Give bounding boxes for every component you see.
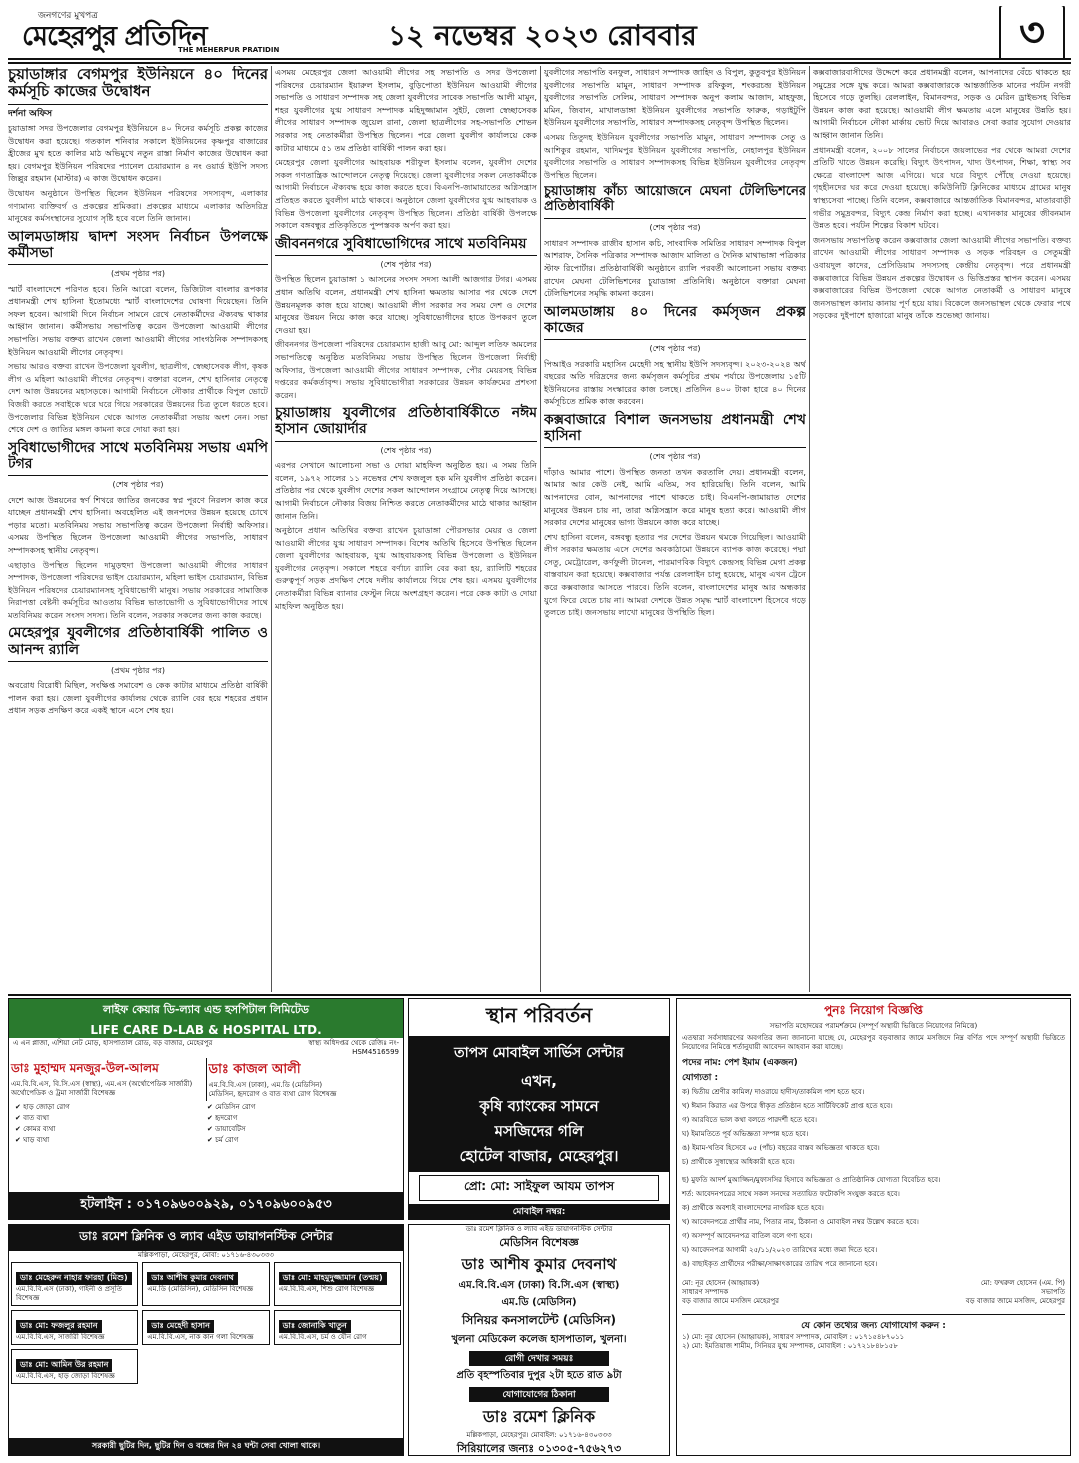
ashish-contact-label: যোগাযোগের ঠিকানা: [469, 1387, 609, 1402]
article-col4-top: কক্সবাজারবাসীদের উদ্দেশে করে প্রধানমন্ত্রী বলেন, আপনাদের বেঁচে থাকতে হয় সমুদ্রের সঙ্গে যুদ্ধ করে। আমরা কক্সবাজারকে আন্তর্জাতিক মানের পর্যটন নগরী হিসেবে গড়ে তুলছি। রেললাইন, বিমানবন্দর, সড়ক ও মেরিন ড্রাইভসহ বিভিন্ন উন্নয়ন কাজ করা হয়েছে। আওয়ামী লীগ ক্ষমতায় এলে মানুষের উন্নতি হয়। আগামী নির্বাচনে নৌকা মার্কায় ভোট দিয়ে আবারও সেবা করার সুযোগ দেওয়ার আহ্বান জানান তিনি।: [813, 67, 1071, 140]
lifecare-title-bn: লাইফ কেয়ার ডি-ল্যাব এন্ড হসপিটাল লিমিটেড: [9, 999, 403, 1022]
headline-begampur: চুয়াডাঙ্গার বেগমপুর ইউনিয়নে ৪০ দিনের কর্মসূচি কাজের উদ্বোধন: [8, 66, 268, 105]
article-alamdanga-40: পিআইও সরকারি মহাসিন মেহেদী সহ স্থানীয় ইউপি সদস্যবৃন্দ। ২০২৩-২০২৪ অর্থ বছরের অতি দরিদ্রদের জন্য কর্মসৃজন কর্মসূচির প্রথম পর্যায়ে উপজেলায় ১৫টি ইউনিয়নের রাস্তায় সংস্কারের কাজ চলছে। প্রতিদিন ৪০০ টাকা হারে ৪০ দিনের কর্মসূচিতে শ্রমিক কাজ করবেন।: [544, 358, 806, 407]
ad-ramesh-clinic: ডাঃ রমেশ ক্লিনিক ও ল্যাব এইড ডায়াগনস্টিক সেন্টার মল্লিকপাড়া, মেহেরপুর, মোবা: ০১৭১৬-৪৩০৩৩৩ ডাঃ মেহেরুন নাহার ফারহা (মিশু) এম.বি.বি.এস (ঢাকা), গাইনী ও প্রসূতি বিশেষজ্ঞ ডাঃ আশীষ কুমার দেবনাথ এম.ডি (মেডিসিন), মেডিসিন বিশেষজ্ঞ ডাঃ মো: মাহমুদুজ্জামান (তন্ময়) এম.বি.বি.এস, শিশু রোগ বিশেষজ্ঞ ডাঃ মো: ফজলুর রহমান এম.বি.বি.এস, সার্জারী বিশেষজ্ঞ ডাঃ মেহেদী হাসান এম.বি.বি.এস, নাক কান গলা বিশেষজ্ঞ ডাঃ জোনাকি খাতুন এম.বি.বি.এস, চর্ম ও যৌন রোগ ডাঃ মো: আমিন উর রহমান এম.বি.বি.এস, হাড় জোড়া বিশেষজ্ঞ সরকারী ছুটির দিন, ছুটির দিন ও বন্ধের দিন ২৪ ঘন্টা সেবা খোলা থাকে।: [8, 1224, 404, 1456]
ashish-time: প্রতি বৃহস্পতিবার দুপুর ২টা হতে রাত ৯টা: [456, 1370, 622, 1381]
headline-jubo-meherpur: মেহেরপুর যুবলীগের প্রতিষ্ঠাবার্ষিকী পালিত ও আনন্দ র‍্যালি: [8, 625, 268, 661]
ashish-address: মল্লিকপাড়া, মেহেরপুর। মোবাইল: ০১৭১৬-৪৩০৩৩৩: [466, 1431, 612, 1439]
sthan-headline: স্থান পরিবর্তন: [409, 999, 669, 1038]
ads-rule: [8, 994, 1071, 996]
article-subidha-mp: দেশে আজ উন্নয়নের স্বর্ণ শিখরে জাতির জনকের স্বপ্ন পূরণে নিরলস কাজ করে যাচ্ছেন প্রধানমন্ত্রী শেখ হাসিনা। অবহেলিত এই জনপদের উন্নয়ন হয়েছে চোখে পড়ার মতো। মতবিনিময় সভায় সভাপতিত্ব করেন উপজেলা নির্বাহী অফিসার। এসময় উপস্থিত ছিলেন উপজেলা আওয়ামী লীগের সভাপতি, সাধারণ সম্পাদকসহ স্থানীয় নেতৃবৃন্দ।: [8, 494, 268, 555]
article-begampur: চুয়াডাঙ্গা সদর উপজেলার বেগমপুর ইউনিয়নে ৪০ দিনের কর্মসূচি প্রকল্প কাজের উদ্বোধন করা হয়েছে। গতকাল শনিবার সকালে ইউনিয়নের কৃষ্ণপুর বাজারের হ্রীজের মুখ হতে কালির মাঠ অভিমুখে নতুন রাস্তা নির্মাণ কাজের উদ্বোধন করা হয়। বেগমপুর ইউনিয়ন পরিষদের প্যানেল চেয়ারম্যান ৪ নং ওয়ার্ড ইউপি সদস্য জিল্লুর রহমান (মাস্টার) এ কাজ উদ্বোধন করেন।: [8, 123, 268, 184]
sthan-line-3: মসজিদের গলি: [494, 1122, 584, 1140]
ramesh-headline: ডাঃ রমেশ ক্লিনিক ও ল্যাব এইড ডায়াগনস্টিক সেন্টার: [9, 1225, 403, 1251]
continued-jubo-chuadanga: (শেষ পৃষ্ঠার পর): [380, 445, 432, 455]
column-4: কক্সবাজারবাসীদের উদ্দেশে করে প্রধানমন্ত্রী বলেন, আপনাদের বেঁচে থাকতে হয় সমুদ্রের সঙ্গে যুদ্ধ করে। আমরা কক্সবাজারকে আন্তর্জাতিক মানের পর্যটন নগরী হিসেবে গড়ে তুলছি। রেললাইন, বিমানবন্দর, সড়ক ও মেরিন ড্রাইভসহ বিভিন্ন উন্নয়ন কাজ করা হয়েছে। আওয়ামী লীগ ক্ষমতায় এলে মানুষের উন্নতি হয়। আগামী নির্বাচনে নৌকা মার্কায় ভোট দিয়ে আবারও সেবা করার সুযোগ দেওয়ার আহ্বান জানান তিনি। প্রধানমন্ত্রী বলেন, ২০০৮ সালের নির্বাচনে জয়লাভের পর থেকে আমরা দেশের প্রতিটি খাতে উন্নয়ন করেছি। বিদ্যুৎ উৎপাদন, খাদ্য উৎপাদন, শিক্ষা, স্বাস্থ্য সব ক্ষেত্রে বাংলাদেশ আজ এগিয়ে। ঘরে ঘরে বিদ্যুৎ পৌঁছে দেওয়া হয়েছে। গৃহহীনদের ঘর করে দেওয়া হয়েছে। কমিউনিটি ক্লিনিকের মাধ্যমে গ্রামের মানুষ স্বাস্থ্যসেবা পাচ্ছে। তিনি বলেন, কক্সবাজারে আন্তর্জাতিক বিমানবন্দর, মাতারবাড়ী গভীর সমুদ্রবন্দর, বিদ্যুৎ কেন্দ্র নির্মাণ করা হচ্ছে। এখানকার মানুষের জীবনমান উন্নত হবে। পর্যটন শিল্পের বিকাশ ঘটবে। জনসভায় সভাপতিত্ব করেন কক্সবাজার জেলা আওয়ামী লীগের সভাপতি। বক্তব্য রাখেন আওয়ামী লীগের সাধারণ সম্পাদক ও সড়ক পরিবহন ও সেতুমন্ত্রী ওবায়দুল কাদের, প্রেসিডিয়াম সদস্যসহ কেন্দ্রীয় নেতৃবৃন্দ। পরে প্রধানমন্ত্রী কক্সবাজারে বিভিন্ন উন্নয়ন প্রকল্পের উদ্বোধন ও ভিত্তিপ্রস্তর স্থাপন করেন। এসময় কক্সবাজারের বিভিন্ন উপজেলা থেকে আগত নেতাকর্মী ও সাধারণ মানুষে জনসভাস্থল কানায় কানায় পূর্ণ হয়ে যায়। বিকেলে জনসভাস্থল থেকে ফেরার পথে সড়কের দুইপাশে হাজারো মানুষ তাঁকে শুভেচ্ছা জানায়।: [813, 67, 1071, 321]
column-divider: [271, 66, 272, 992]
ramesh-doctor: ডাঃ আশীষ কুমার দেবনাথ: [147, 1272, 238, 1285]
headline-coxsbazar: কক্সবাজারে বিশাল জনসভায় প্রধানমন্ত্রী শেখ হাসিনা: [544, 412, 806, 448]
newspaper-logo-english: THE MEHERPUR PRATIDIN: [178, 46, 280, 54]
ashish-degree-2: এম.ডি (মেডিসিন): [501, 1297, 577, 1308]
ashish-post: সিনিয়র কনসালটেন্ট (মেডিসিন): [462, 1313, 616, 1327]
niyog-req: ঘ) ইমামতিতে পূর্ব অভিজ্ঞতা সম্পন্ন হতে হবে।: [682, 1130, 809, 1138]
niyog-req: ঙ) ইমাম-খতিব হিসেবে ০৫ (পাঁচ) বছরের বাস্তব অভিজ্ঞতা থাকতে হবে।: [682, 1144, 880, 1152]
ashish-hospital: খুলনা মেডিকেল কলেজ হাসপাতাল, খুলনা।: [451, 1334, 627, 1345]
sthan-line-1: এখন,: [521, 1072, 557, 1090]
headline-jubo-chuadanga: চুয়াডাঙ্গায় যুবলীগের প্রতিষ্ঠাবার্ষিকীতে নঈম হাসান জোয়ার্দার: [275, 405, 537, 441]
ramesh-doctor: ডাঃ মো: মাহমুদুজ্জামান (তন্ময়): [279, 1272, 387, 1285]
niyog-req: খ) ঈমান কিরাত এর উপরে স্বীকৃত প্রতিষ্ঠান হতে সার্টিফিকেট প্রাপ্ত হতে হবে।: [682, 1102, 893, 1110]
ashish-time-label: রোগী দেখার সময়ঃ: [469, 1351, 609, 1366]
ramesh-footer: সরকারী ছুটির দিন, ছুটির দিন ও বন্ধের দিন ২৪ ঘন্টা সেবা খোলা থাকে।: [9, 1438, 403, 1455]
ramesh-doctor: ডাঃ মেহেরুন নাহার ফারহা (মিশু): [16, 1272, 132, 1285]
column-2: এসময় মেহেরপুর জেলা আওয়ামী লীগের সহ সভাপতি ও সদর উপজেলা পরিষদের চেয়ারম্যান ইয়ারুল ইসলাম, বুড়িপোতা ইউনিয়ন আওয়ামী লীগের সভাপতি ও সাধারণ সম্পাদক সহ জেলা যুবলীগের সাবেক সভাপতি আলী মামুন, শহর যুবলীগের যুগ্ম সাধারণ সম্পাদক মহিদুজ্জামান সুইট, জেলা স্বেচ্ছাসেবক লীগের সাধারণ সম্পাদক জুয়েল রানা, জেলা ছাত্রলীগের সহ-সভাপতি শোভন সরকার সহ নেতাকর্মীরা উপস্থিত ছিলেন। পরে জেলা যুবলীগ কার্যালয়ে কেক কাটার মাধ্যমে ৫১ তম প্রতিষ্ঠা বার্ষিকী পালন করা হয়। মেহেরপুর জেলা যুবলীগের আহবায়ক শরীফুল ইসলাম বলেন, যুবলীগ দেশের সকল গণতান্ত্রিক আন্দোলনে নেতৃত্ব দিয়েছে। জেলা যুবলীগের সকল নেতাকর্মীকে আগামী নির্বাচনে ঐক্যবদ্ধ হয়ে কাজ করতে হবে। বিএনপি-জামায়াতের অগ্নিসন্ত্রাস প্রতিহত করতে যুবলীগ মাঠে থাকবে। অনুষ্ঠানে জেলা যুবলীগের যুগ্ম আহবায়ক ও বিভিন্ন উপজেলা যুবলীগের নেতৃবৃন্দ উপস্থিত ছিলেন। প্রতিষ্ঠা বার্ষিকী উপলক্ষে সকালে বঙ্গবন্ধুর প্রতিকৃতিতে পুষ্পস্তবক অর্পণ করা হয়। জীবননগরে সুবিধাভোগিদের সাথে মতবিনিময় (শেষ পৃষ্ঠার পর) উপস্থিত ছিলেন চুয়াডাঙ্গা ১ আসনের সংসদ সদস্য আলী আজগার টগর। এসময় প্রধান অতিথি বলেন, প্রধানমন্ত্রী শেখ হাসিনা ক্ষমতায় আসার পর থেকে দেশে উন্নয়নমূলক কাজ হয়ে যাচ্ছে। আওয়ামী লীগ সরকার সব সময় দেশ ও দেশের মানুষের উন্নয়ন নিয়ে কাজ করে যাচ্ছে। সুবিধাভোগীদের হাতে উপকরণ তুলে দেওয়া হয়। জীবননগর উপজেলা পরিষদের চেয়ারম্যান হাজী আবু মো: আব্দুল লতিফ অমলের সভাপতিত্বে অনুষ্ঠিত মতবিনিময় সভায় উপস্থিত ছিলেন উপজেলা নির্বাহী অফিসার, উপজেলা আওয়ামী লীগের সাধারণ সম্পাদক, পৌর মেয়রসহ বিভিন্ন দপ্তরের কর্মকর্তাবৃন্দ। সভায় সুবিধাভোগীরা সরকারের উন্নয়ন কার্যক্রমের প্রশংসা করেন। চুয়াডাঙ্গায় যুবলীগের প্রতিষ্ঠাবার্ষিকীতে নঈম হাসান জোয়ার্দার (শেষ পৃষ্ঠার পর) এরপর সেখানে আলোচনা সভা ও দোয়া মাহফিল অনুষ্ঠিত হয়। এ সময় তিনি বলেন, ১৯৭২ সালের ১১ নভেম্বর শেখ ফজলুল হক মনি যুবলীগ প্রতিষ্ঠা করেন। প্রতিষ্ঠার পর থেকে যুবলীগ দেশের সকল আন্দোলন সংগ্রামে নেতৃত্ব দিয়ে আসছে। আগামী নির্বাচনে নৌকার বিজয় নিশ্চিত করতে নেতাকর্মীদের মাঠে থাকার আহ্বান জানান তিনি। অনুষ্ঠানে প্রধান অতিথির বক্তব্য রাখেন চুয়াডাঙ্গা পৌরসভার মেয়র ও জেলা আওয়ামী লীগের যুগ্ম সাধারণ সম্পাদক। বিশেষ অতিথি হিসেবে উপস্থিত ছিলেন জেলা যুবলীগের আহবায়ক, যুগ্ম আহবায়কসহ বিভিন্ন উপজেলা ও ইউনিয়ন যুবলীগের নেতৃবৃন্দ। সকালে শহরে বর্ণাঢ্য র‍্যালি বের করা হয়, র‍্যালিটি শহরের গুরুত্বপূর্ণ সড়ক প্রদক্ষিণ শেষে দলীয় কার্যালয়ে গিয়ে শেষ হয়। এসময় যুবলীগের নেতাকর্মীরা বিভিন্ন ব্যানার ফেস্টুন নিয়ে অংশগ্রহণ করেন। পরে কেক কাটা ও দোয়া মাহফিল অনুষ্ঠিত হয়।: [275, 67, 537, 611]
sthan-proprietor: প্রো: মো: সাইফুল আযম তাপস: [419, 1175, 659, 1201]
sthan-shop-name: তাপস মোবাইল সার্ভিস সেন্টার: [409, 1038, 669, 1068]
niyog-req-label: যোগ্যতা :: [682, 1073, 719, 1083]
article-alamdanga-election: স্মার্ট বাংলাদেশে পরিণত হবে। তিনি আরো বলেন, ডিজিটাল বাংলার রূপকার প্রধানমন্ত্রী শেখ হাসিনা ইতোমধ্যে স্মার্ট বাংলাদেশের ঘোষণা দিয়েছেন। তিনি সফল হবেন। আগামী দিনে নির্বাচন সামনে রেখে নেতাকর্মীদের ঐক্যবদ্ধ থাকার আহ্বান জানান। কর্মীসভায় সভাপতিত্ব করেন উপজেলা আওয়ামী লীগের সভাপতি। সভায় বক্তব্য রাখেন জেলা আওয়ামী লীগের সাংগঠনিক সম্পাদকসহ ইউনিয়ন আওয়ামী লীগের নেতৃবৃন্দ।: [8, 283, 268, 357]
niyog-sub: সভাপতি মহোদয়ের পরামর্শক্রমে (সম্পূর্ণ অস্থায়ী ভিত্তিতে নিয়োগের নিমিত্তে): [769, 1022, 978, 1030]
ad-lifecare: লাইফ কেয়ার ডি-ল্যাব এন্ড হসপিটাল লিমিটেড LIFE CARE D-LAB & HOSPITAL LTD. এ এন প্লাজা, এশিয়া নেট মোড়, হাসপাতাল রোড, বড় বাজার, মেহেরপুর স্বাস্থ্য অধিদপ্তর থেকে রেজিঃ নং- HSM4516599 ডাঃ মুহাম্মদ মনজুর-উল-আলম এম.বি.বি.এস, বি.সি.এস (স্বাস্থ্য), এম.এস (অর্থোপেডিক সার্জারী) অর্থোপেডিক ও ট্রমা সার্জারী বিশেষজ্ঞ ডাঃ কাজল আলী এম.বি.বি.এস (ঢাকা), এম.ডি (মেডিসিন) মেডিসিন, হৃদরোগ ও বাত ব্যথা রোগ বিশেষজ্ঞ ✔ হাড় জোড়া রোগ ✔ মেডিসিন রোগ ✔ বাত ব্যথা ✔ হৃদরোগ ✔ কোমর ব্যথা ✔ ডায়াবেটিস ✔ ঘাড় ব্যথা ✔ চর্ম রোগ হটলাইন : ০১৭০৯৬০০৯২৯, ০১৭০৯৬০০৯৫৩: [8, 998, 404, 1220]
masthead-rule: [8, 62, 1071, 64]
continued-kachi: (শেষ পৃষ্ঠার পর): [649, 223, 701, 233]
headline-alamdanga-40: আলমডাঙ্গায় ৪০ দিনের কর্মসৃজন প্রকল্প কাজের: [544, 304, 806, 340]
tagline: জনগণের মুখপত্র: [38, 11, 98, 21]
article-col2-top: এসময় মেহেরপুর জেলা আওয়ামী লীগের সহ সভাপতি ও সদর উপজেলা পরিষদের চেয়ারম্যান ইয়ারুল ইসলাম, বুড়িপোতা ইউনিয়ন আওয়ামী লীগের সভাপতি ও সাধারণ সম্পাদক সহ জেলা যুবলীগের সাবেক সভাপতি আলী মামুন, শহর যুবলীগের যুগ্ম সাধারণ সম্পাদক মহিদুজ্জামান সুইট, জেলা স্বেচ্ছাসেবক লীগের সাধারণ সম্পাদক জুয়েল রানা, জেলা ছাত্রলীগের সহ-সভাপতি শোভন সরকার সহ নেতাকর্মীরা উপস্থিত ছিলেন। পরে জেলা যুবলীগ কার্যালয়ে কেক কাটার মাধ্যমে ৫১ তম প্রতিষ্ঠা বার্ষিকী পালন করা হয়।: [275, 67, 537, 153]
article-kachi: সাধারণ সম্পাদক রাজীব হাসান কচি, সাংবাদিক সমিতির সাধারণ সম্পাদক বিপুল আশরাফ, সৈনিক পত্রিকার সম্পাদক আজাদ মালিতা ও দৈনিক মাথাভাঙ্গা পত্রিকার স্টাফ রিপোর্টার। প্রতিষ্ঠাবার্ষিকী অনুষ্ঠানে র‍্যালি পরবর্তী আলোচনা সভায় বক্তব্য রাখেন মেঘনা টেলিভিশনের চুয়াডাঙ্গা প্রতিনিধি। অনুষ্ঠানে বক্তারা মেঘনা টেলিভিশনের সমৃদ্ধি কামনা করেন।: [544, 237, 806, 299]
ramesh-doctor: ডাঃ মো: ফজলুর রহমান: [16, 1320, 102, 1333]
headline-kachi: চুয়াডাঙ্গায় কাঁচ্য আয়োজনে মেঘনা টেলিভিশনের প্রতিষ্ঠাবার্ষিকী: [544, 185, 806, 219]
article-jubo-chuadanga: এরপর সেখানে আলোচনা সভা ও দোয়া মাহফিল অনুষ্ঠিত হয়। এ সময় তিনি বলেন, ১৯৭২ সালের ১১ নভেম্বর শেখ ফজলুল হক মনি যুবলীগ প্রতিষ্ঠা করেন। প্রতিষ্ঠার পর থেকে যুবলীগ দেশের সকল আন্দোলন সংগ্রামে নেতৃত্ব দিয়ে আসছে। আগামী নির্বাচনে নৌকার বিজয় নিশ্চিত করতে নেতাকর্মীদের মাঠে থাকার আহ্বান জানান তিনি।: [275, 460, 537, 521]
lifecare-address: এ এন প্লাজা, এশিয়া নেট মোড়, হাসপাতাল রোড, বড় বাজার, মেহেরপুর: [13, 1039, 213, 1047]
ashish-clinic-top: ডাঃ রমেশ ক্লিনিক ও ল্যাব এইড ডায়াগনস্টিক সেন্টার: [465, 1225, 613, 1233]
lifecare-license: স্বাস্থ্য অধিদপ্তর থেকে রেজিঃ নং- HSM4516599: [308, 1039, 399, 1056]
page-number: ৩: [999, 6, 1065, 60]
ashish-name: ডাঃ আশীষ কুমার দেবনাথ: [461, 1255, 617, 1273]
ashish-clinic: ডাঃ রমেশ ক্লিনিক: [482, 1407, 596, 1426]
niyog-req: গ) আরবিতে ভাল কথা বলতে পারদর্শী হতে হবে।: [682, 1116, 818, 1124]
continued-jibannagar: (শেষ পৃষ্ঠার পর): [380, 259, 432, 269]
continued-coxsbazar: (শেষ পৃষ্ঠার পর): [649, 452, 701, 462]
lifecare-title-en: LIFE CARE D-LAB & HOSPITAL LTD.: [9, 1022, 403, 1038]
ad-location-change: [408, 998, 670, 1220]
ramesh-doctor: ডাঃ মেহেদী হাসান: [147, 1320, 214, 1333]
continued-alamdanga-election: (প্রথম পৃষ্ঠার পর): [110, 269, 166, 279]
niyog-contact-1: ১) মো: নূর হোসেন (আহ্বায়ক), সাধারণ সম্পাদক, মোবাইল : ০১৭১৫৪৮৭০১১: [682, 1333, 905, 1341]
niyog-post: পদের নাম: পেশ ইমাম (একজন): [682, 1058, 798, 1068]
ad-ashish-doctor: [408, 1224, 670, 1456]
niyog-contact-2: ২) মো: ইমতিয়াজ শামীম, সিনিয়র যুগ্ম সম্পাদক, মোবাইল : ০১৭২১৮৪৮১৫৮: [682, 1342, 898, 1350]
continued-jubo-meherpur: (প্রথম পৃষ্ঠার পর): [110, 665, 166, 675]
lifecare-doctor-1: ডাঃ মুহাম্মদ মনজুর-উল-আলম: [11, 1061, 159, 1075]
column-1: চুয়াডাঙ্গার বেগমপুর ইউনিয়নে ৪০ দিনের কর্মসূচি কাজের উদ্বোধন দর্শনা অফিস চুয়াডাঙ্গা সদর উপজেলার বেগমপুর ইউনিয়নে ৪০ দিনের কর্মসূচি প্রকল্প কাজের উদ্বোধন করা হয়েছে। গতকাল শনিবার সকালে ইউনিয়নের কৃষ্ণপুর বাজারের হ্রীজের মুখ হতে কালির মাঠ অভিমুখে নতুন রাস্তা নির্মাণ কাজের উদ্বোধন করা হয়। বেগমপুর ইউনিয়ন পরিষদের প্যানেল চেয়ারম্যান ৪ নং ওয়ার্ড ইউপি সদস্য জিল্লুর রহমান (মাস্টার) এ কাজ উদ্বোধন করেন। উদ্বোধন অনুষ্ঠানে উপস্থিত ছিলেন ইউনিয়ন পরিষদের সদস্যবৃন্দ, এলাকার গণ্যমান্য ব্যক্তিবর্গ ও প্রকল্পের শ্রমিকরা। প্রকল্পের মাধ্যমে এলাকার অতিদরিদ্র মানুষের কর্মসংস্থানের সুযোগ সৃষ্টি হবে বলে তিনি জানান। আলমডাঙ্গায় দ্বাদশ সংসদ নির্বাচন উপলক্ষে কর্মীসভা (প্রথম পৃষ্ঠার পর) স্মার্ট বাংলাদেশে পরিণত হবে। তিনি আরো বলেন, ডিজিটাল বাংলার রূপকার প্রধানমন্ত্রী শেখ হাসিনা ইতোমধ্যে স্মার্ট বাংলাদেশের ঘোষণা দিয়েছেন। তিনি সফল হবেন। আগামী দিনে নির্বাচন সামনে রেখে নেতাকর্মীদের ঐক্যবদ্ধ থাকার আহ্বান জানান। কর্মীসভায় সভাপতিত্ব করেন উপজেলা আওয়ামী লীগের সভাপতি। সভায় বক্তব্য রাখেন জেলা আওয়ামী লীগের সাংগঠনিক সম্পাদকসহ ইউনিয়ন আওয়ামী লীগের নেতৃবৃন্দ। সভায় আরও বক্তব্য রাখেন উপজেলা যুবলীগ, ছাত্রলীগ, স্বেচ্ছাসেবক লীগ, কৃষক লীগ ও মহিলা আওয়ামী লীগের নেতৃবৃন্দ। বক্তারা বলেন, শেখ হাসিনার নেতৃত্বে দেশ আজ উন্নয়নের মহাসড়কে। আগামী নির্বাচনে নৌকার প্রার্থীকে বিপুল ভোটে বিজয়ী করতে সবাইকে ঘরে ঘরে গিয়ে সরকারের উন্নয়নের চিত্র তুলে ধরতে হবে। উপজেলার বিভিন্ন ইউনিয়ন থেকে আগত নেতাকর্মীরা সভায় অংশ নেন। সভা শেষে দেশ ও জাতির মঙ্গল কামনা করে দোয়া করা হয়। সুবিধাভোগীদের সাথে মতবিনিময় সভায় এমপি টগর (শেষ পৃষ্ঠার পর) দেশে আজ উন্নয়নের স্বর্ণ শিখরে জাতির জনকের স্বপ্ন পূরণে নিরলস কাজ করে যাচ্ছেন প্রধানমন্ত্রী শেখ হাসিনা। অবহেলিত এই জনপদের উন্নয়ন হয়েছে চোখে পড়ার মতো। মতবিনিময় সভায় সভাপতিত্ব করেন উপজেলা নির্বাহী অফিসার। এসময় উপস্থিত ছিলেন উপজেলা আওয়ামী লীগের সভাপতি, সাধারণ সম্পাদকসহ স্থানীয় নেতৃবৃন্দ। এছাড়াও উপস্থিত ছিলেন দামুড়হুদা উপজেলা আওয়ামী লীগের সাধারণ সম্পাদক, উপজেলা পরিষদের ভাইস চেয়ারম্যান, মহিলা ভাইস চেয়ারম্যান, বিভিন্ন ইউনিয়ন পরিষদের চেয়ারম্যানসহ সুবিধাভোগী মানুষ। সভায় সরকারের সামাজিক নিরাপত্তা বেষ্টনী কর্মসূচির আওতায় বিভিন্ন ভাতাভোগী ও সুবিধাভোগীদের সাথে মতবিনিময় করেন সংসদ সদস্য। তিনি বলেন, সরকার সকলের জন্য কাজ করছে। মেহেরপুর যুবলীগের প্রতিষ্ঠাবার্ষিকী পালিত ও আনন্দ র‍্যালি (প্রথম পৃষ্ঠার পর) অবরোধ বিরোধী মিছিল, সংক্ষিপ্ত সমাবেশ ও কেক কাটার মাধ্যমে প্রতিষ্ঠা বার্ষিকী পালন করা হয়। জেলা যুবলীগের কার্যালয় থেকে র‍্যালি বের হয়ে শহরের প্রধান প্রধান সড়ক প্রদক্ষিণ করে একই স্থানে এসে শেষ হয়।: [8, 66, 268, 716]
niyog-req: ক) দ্বিতীয় শ্রেণীর কামিল/ দাওরায়ে হাদীস/তাকমিল পাশ হতে হবে।: [682, 1088, 865, 1096]
sthan-mobile-label: মোবাইল নম্বর:: [409, 1204, 669, 1219]
ashish-degree-1: এম.বি.বি.এস (ঢাকা) বি.সি.এস (স্বাস্থ্য): [458, 1280, 620, 1291]
niyog-headline: পুনঃ নিয়োগ বিজ্ঞপ্তি: [824, 1003, 923, 1017]
headline-alamdanga-election: আলমডাঙ্গায় দ্বাদশ সংসদ নির্বাচন উপলক্ষে কর্মীসভা: [8, 229, 268, 265]
issue-date: ১২ নভেম্বর ২০২৩ রোববার: [388, 19, 697, 52]
niyog-contact-title: যে কোন তথ্যের জন্য যোগাযোগ করুন :: [801, 1321, 946, 1331]
column-3: যুবলীগের সভাপতি বনফুল, সাধারণ সম্পাদক জাহিদ ও বিপুল, কুতুবপুর ইউনিয়ন যুবলীগের সভাপতি মামুন, সাধারণ সম্পাদক রফিকুল, শংকরচন্দ্র ইউনিয়ন যুবলীগের সভাপতি সেলিম, সাধারণ সম্পাদক অনুপ কলাম আজাদ, মাহফুজ, মমিন, জিবান, মাখালডাঙ্গা ইউনিয়ন যুবলীগের সভাপতি ফারুক, গড়াইটুপি ইউনিয়ন যুবলীগের সভাপতি, সাধারণ সম্পাদকসহ নেতৃবৃন্দ উপস্থিত ছিলেন। এসময় তিতুদহ ইউনিয়ন যুবলীগের সভাপতি মামুন, সাধারণ সম্পাদক সেতু ও আশিকুর রহমান, খাদিমপুর ইউনিয়ন যুবলীগের সভাপতি, নেহালপুর ইউনিয়ন যুবলীগের সভাপতি ও সাধারণ সম্পাদকসহ বিভিন্ন ইউনিয়ন যুবলীগের নেতৃবৃন্দ উপস্থিত ছিলেন। চুয়াডাঙ্গায় কাঁচ্য আয়োজনে মেঘনা টেলিভিশনের প্রতিষ্ঠাবার্ষিকী (শেষ পৃষ্ঠার পর) সাধারণ সম্পাদক রাজীব হাসান কচি, সাংবাদিক সমিতির সাধারণ সম্পাদক বিপুল আশরাফ, সৈনিক পত্রিকার সম্পাদক আজাদ মালিতা ও দৈনিক মাথাভাঙ্গা পত্রিকার স্টাফ রিপোর্টার। প্রতিষ্ঠাবার্ষিকী অনুষ্ঠানে র‍্যালি পরবর্তী আলোচনা সভায় বক্তব্য রাখেন মেঘনা টেলিভিশনের চুয়াডাঙ্গা প্রতিনিধি। অনুষ্ঠানে বক্তারা মেঘনা টেলিভিশনের সমৃদ্ধি কামনা করেন। আলমডাঙ্গায় ৪০ দিনের কর্মসৃজন প্রকল্প কাজের (শেষ পৃষ্ঠার পর) পিআইও সরকারি মহাসিন মেহেদী সহ স্থানীয় ইউপি সদস্যবৃন্দ। ২০২৩-২০২৪ অর্থ বছরের অতি দরিদ্রদের জন্য কর্মসৃজন কর্মসূচির প্রথম পর্যায়ে উপজেলায় ১৫টি ইউনিয়নের রাস্তায় সংস্কারের কাজ চলছে। প্রতিদিন ৪০০ টাকা হারে ৪০ দিনের কর্মসূচিতে শ্রমিক কাজ করবেন। কক্সবাজারে বিশাল জনসভায় প্রধানমন্ত্রী শেখ হাসিনা (শেষ পৃষ্ঠার পর) দাঁড়াও আমার পাশে। উপস্থিত জনতা তখন করতালি দেয়। প্রধানমন্ত্রী বলেন, আমার আর কেউ নেই, আমি এতিম, সব হারিয়েছি। তিনি বলেন, আমি আপনাদের বোন, আপনাদের পাশে থাকতে চাই। বিএনপি-জামায়াত দেশের মানুষের উন্নয়ন চায় না, তারা অগ্নিসন্ত্রাস করে মানুষ হত্যা করে। আওয়ামী লীগ সরকার দেশের মানুষের ভাগ্য উন্নয়নে কাজ করে যাচ্ছে। শেখ হাসিনা বলেন, বঙ্গবন্ধু হত্যার পর দেশের উন্নয়ন থমকে গিয়েছিল। আওয়ামী লীগ সরকার ক্ষমতায় এসে দেশের অবকাঠামো উন্নয়নে ব্যাপক কাজ করেছে। পদ্মা সেতু, মেট্রোরেল, কর্ণফুলী টানেল, পারমাণবিক বিদ্যুৎ কেন্দ্রসহ বিভিন্ন মেগা প্রকল্প বাস্তবায়ন করা হয়েছে। কক্সবাজার পর্যন্ত রেললাইন চালু হয়েছে, মানুষ এখন ট্রেনে করে কক্সবাজার আসতে পারবে। তিনি বলেন, বাংলাদেশের মানুষ আর অন্ধকার যুগে ফিরে যেতে চায় না। আমরা দেশকে উন্নত সমৃদ্ধ স্মার্ট বাংলাদেশ হিসেবে গড়ে তুলতে চাই। জনসভায় লাখো মানুষের উপস্থিতি ছিল।: [544, 67, 806, 618]
byline-begampur: দর্শনা অফিস: [8, 108, 53, 119]
masthead: [8, 6, 1071, 60]
lifecare-doctor-2: ডাঃ কাজল আলী: [208, 1062, 301, 1077]
article-jubo-meherpur: অবরোধ বিরোধী মিছিল, সংক্ষিপ্ত সমাবেশ ও কেক কাটার মাধ্যমে প্রতিষ্ঠা বার্ষিকী পালন করা হয়। জেলা যুবলীগের কার্যালয় থেকে র‍্যালি বের হয়ে শহরের প্রধান প্রধান সড়ক প্রদক্ষিণ করে একই স্থানে এসে শেষ হয়।: [8, 680, 268, 716]
continued-alamdanga-40: (শেষ পৃষ্ঠার পর): [649, 343, 701, 353]
column-divider: [540, 66, 541, 992]
ashish-specialty: মেডিসিন বিশেষজ্ঞ: [499, 1236, 579, 1249]
article-col3-top: যুবলীগের সভাপতি বনফুল, সাধারণ সম্পাদক জাহিদ ও বিপুল, কুতুবপুর ইউনিয়ন যুবলীগের সভাপতি মামুন, সাধারণ সম্পাদক রফিকুল, শংকরচন্দ্র ইউনিয়ন যুবলীগের সভাপতি সেলিম, সাধারণ সম্পাদক অনুপ কলাম আজাদ, মাহফুজ, মমিন, জিবান, মাখালডাঙ্গা ইউনিয়ন যুবলীগের সভাপতি ফারুক, গড়াইটুপি ইউনিয়ন যুবলীগের সভাপতি, সাধারণ সম্পাদকসহ নেতৃবৃন্দ উপস্থিত ছিলেন।: [544, 67, 806, 128]
newspaper-logo: মেহেরপুর প্রতিদিন: [22, 21, 207, 52]
headline-subidha-mp: সুবিধাভোগীদের সাথে মতবিনিময় সভায় এমপি টগর: [8, 440, 268, 476]
ramesh-address: মল্লিকপাড়া, মেহেরপুর, মোবা: ০১৭১৬-৪৩০৩৩৩: [138, 1251, 274, 1259]
ad-recruitment: পুনঃ নিয়োগ বিজ্ঞপ্তি সভাপতি মহোদয়ের পরামর্শক্রমে (সম্পূর্ণ অস্থায়ী ভিত্তিতে নিয়োগের নিমিত্তে) এতদ্বারা সর্বসাধারণের অবগতির জন্য জানানো যাচ্ছে যে, মেহেরপুর বড়বাজার জামে মসজিদে নিম্ন বর্ণিত পদে সম্পূর্ণ অস্থায়ী ভিত্তিতে নিয়োগের নিমিত্তে শর্তানুযায়ী আবেদন আহবান করা যাচ্ছে। পদের নাম: পেশ ইমাম (একজন) যোগ্যতা : ক) দ্বিতীয় শ্রেণীর কামিল/ দাওরায়ে হাদীস/তাকমিল পাশ হতে হবে। খ) ঈমান কিরাত এর উপরে স্বীকৃত প্রতিষ্ঠান হতে সার্টিফিকেট প্রাপ্ত হতে হবে। গ) আরবিতে ভাল কথা বলতে পারদর্শী হতে হবে। ঘ) ইমামতিতে পূর্ব অভিজ্ঞতা সম্পন্ন হতে হবে। ঙ) ইমাম-খতিব হিসেবে ০৫ (পাঁচ) বছরের বাস্তব অভিজ্ঞতা থাকতে হবে। চ) প্রার্থীকে সুস্বাস্থ্যের অধিকারী হতে হবে। ছ) মুফতি আদর্শ মুআজ্জিন/মুফাসসির হিসাবে অভিজ্ঞতা ও প্রাতিষ্ঠানিক যোগ্যতা বিবেচিত হবে। শর্ত: আবেদনপত্রের সাথে সকল সনদের সত্যায়িত ফটোকপি সংযুক্ত করতে হবে। ক) প্রার্থীকে অবশ্যই বাংলাদেশের নাগরিক হতে হবে। খ) আবেদনপত্রে প্রার্থীর নাম, পিতার নাম, ঠিকানা ও মোবাইল নম্বর উল্লেখ করতে হবে। গ) অসম্পূর্ণ আবেদনপত্র বাতিল বলে গণ্য হবে। ঘ) আবেদনপত্র আগামী ২৫/১১/২০২৩ তারিখের মধ্যে জমা দিতে হবে। ঙ) বাছাইকৃত প্রার্থীদের পরীক্ষা/সাক্ষাৎকারের তারিখ পরে জানানো হবে। মো: নূর হোসেন (আহ্বায়ক) সাধারণ সম্পাদক বড় বাজার জামে মসজিদ মেহেরপুর মো: ফখরুল হোসেন (এম. পি) সভাপতি বড় বাজার জামে মসজিদ, মেহেরপুর যে কোন তথ্যের জন্য যোগাযোগ করুন : ১) মো: নূর হোসেন (আহ্বায়ক), সাধারণ সম্পাদক, মোবাইল : ০১৭১৫৪৮৭০১১ ২) মো: ইমতিয়াজ শামীম, সিনিয়র যুগ্ম সম্পাদক, মোবাইল : ০১৭২১৮৪৮১৫৮: [676, 998, 1071, 1456]
continued-subidha-mp: (শেষ পৃষ্ঠার পর): [112, 479, 164, 489]
ramesh-doctor: ডাঃ মো: আমিন উর রহমান: [16, 1359, 112, 1372]
column-divider: [809, 66, 810, 992]
ashish-serial: সিরিয়ালের জন্যঃ ০১৩০৫-৭৫৬২৭৩: [456, 1442, 622, 1455]
niyog-requirements: [682, 1085, 1065, 1169]
niyog-intro: এতদ্বারা সর্বসাধারণের অবগতির জন্য জানানো যাচ্ছে যে, মেহেরপুর বড়বাজার জামে মসজিদে নিম্ন বর্ণিত পদে সম্পূর্ণ অস্থায়ী ভিত্তিতে নিয়োগের নিমিত্তে শর্তানুযায়ী আবেদন আহবান করা যাচ্ছে।: [682, 1034, 1065, 1051]
niyog-req: চ) প্রার্থীকে সুস্বাস্থ্যের অধিকারী হতে হবে।: [682, 1158, 795, 1166]
sthan-line-2: কৃষি ব্যাংকের সামনে: [479, 1097, 599, 1115]
sthan-line-4: হোটেল বাজার, মেহেরপুর।: [459, 1147, 619, 1165]
lifecare-hotline: হটলাইন : ০১৭০৯৬০০৯২৯, ০১৭০৯৬০০৯৫৩: [9, 1192, 403, 1219]
article-jibannagar: উপস্থিত ছিলেন চুয়াডাঙ্গা ১ আসনের সংসদ সদস্য আলী আজগার টগর। এসময় প্রধান অতিথি বলেন, প্রধানমন্ত্রী শেখ হাসিনা ক্ষমতায় আসার পর থেকে দেশে উন্নয়নমূলক কাজ হয়ে যাচ্ছে। আওয়ামী লীগ সরকার সব সময় দেশ ও দেশের মানুষের উন্নয়ন নিয়ে কাজ করে যাচ্ছে। সুবিধাভোগীদের হাতে উপকরণ তুলে দেওয়া হয়।: [275, 274, 537, 335]
headline-jibannagar: জীবননগরে সুবিধাভোগিদের সাথে মতবিনিময়: [275, 236, 537, 256]
article-coxsbazar: দাঁড়াও আমার পাশে। উপস্থিত জনতা তখন করতালি দেয়। প্রধানমন্ত্রী বলেন, আমার আর কেউ নেই, আমি এতিম, সব হারিয়েছি। তিনি বলেন, আমি আপনাদের বোন, আপনাদের পাশে থাকতে চাই। বিএনপি-জামায়াত দেশের মানুষের উন্নয়ন চায় না, তারা অগ্নিসন্ত্রাস করে মানুষ হত্যা করে। আওয়ামী লীগ সরকার দেশের মানুষের ভাগ্য উন্নয়নে কাজ করে যাচ্ছে।: [544, 466, 806, 528]
sthan-mobile: [409, 1219, 669, 1220]
ramesh-doctor: ডাঃ জোনাকি খাতুন: [279, 1320, 351, 1333]
